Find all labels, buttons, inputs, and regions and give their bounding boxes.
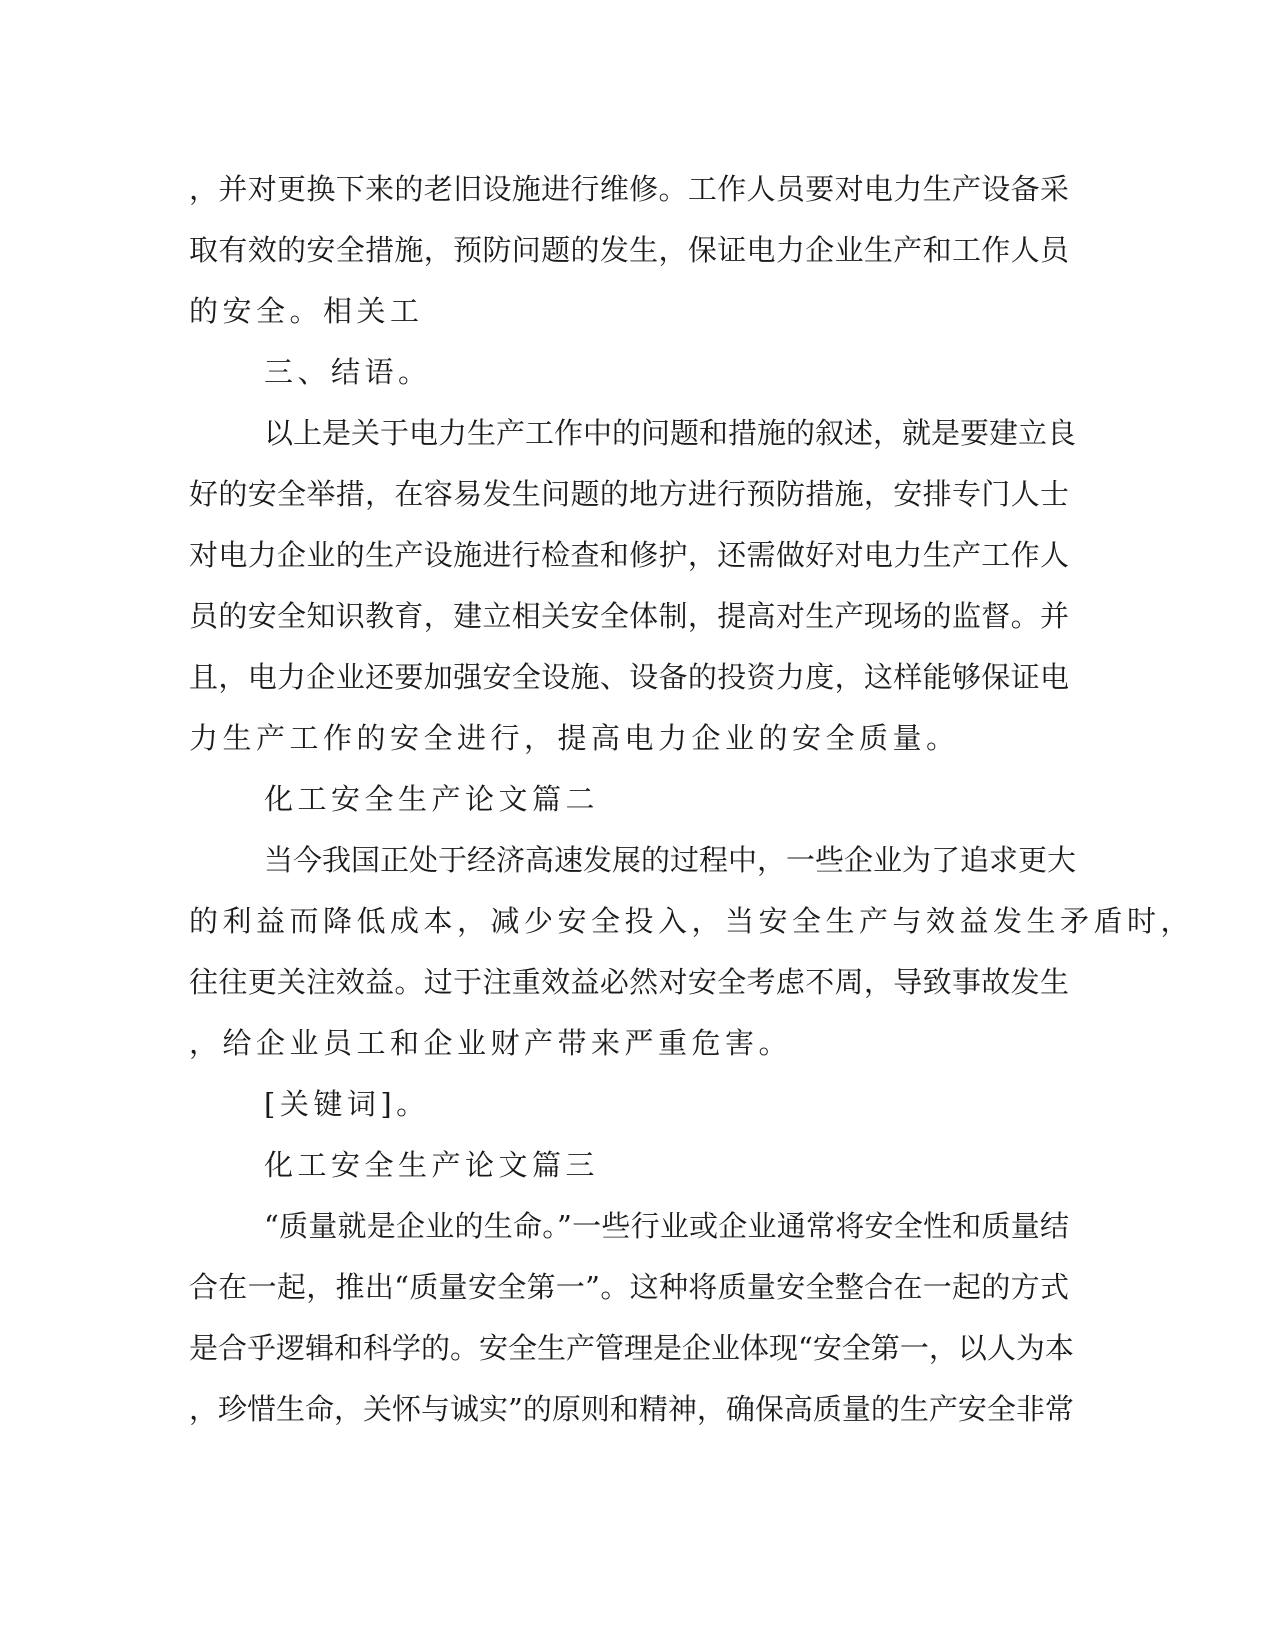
text-line: 取有效的安全措施，预防问题的发生，保证电力企业生产和工作人员 [189,233,1069,267]
text-line: 力生产工作的安全进行，提高电力企业的安全质量。 [189,721,960,755]
text-line: ，给企业员工和企业财产带来严重危害。 [189,1026,793,1060]
text-line: ，珍惜生命，关怀与诚实”的原则和精神，确保高质量的生产安全非常 [189,1392,1074,1426]
text-line: ，并对更换下来的老旧设施进行维修。工作人员要对电力生产设备采 [189,172,1069,206]
keywords-line: [关键词]。 [264,1087,430,1121]
text-line: 对电力企业的生产设施进行检查和修护，还需做好对电力生产工作人 [189,538,1069,572]
text-line: 合在一起，推出“质量安全第一”。这种将质量安全整合在一起的方式 [189,1270,1069,1304]
section-heading: 化工安全生产论文篇二 [264,782,600,816]
text-line: 好的安全举措，在容易发生问题的地方进行预防措施，安排专门人士 [189,477,1069,511]
text-line: 是合乎逻辑和科学的。安全生产管理是企业体现“安全第一，以人为本 [189,1331,1074,1365]
text-line: 且，电力企业还要加强安全设施、设备的投资力度，这样能够保证电 [189,660,1069,694]
text-line: 员的安全知识教育，建立相关安全体制，提高对生产现场的监督。并 [189,599,1069,633]
text-line: 的利益而降低成本，减少安全投入，当安全生产与效益发生矛盾时， [189,904,1195,938]
section-heading: 化工安全生产论文篇三 [264,1148,600,1182]
text-line: “质量就是企业的生命。”一些行业或企业通常将安全性和质量结 [264,1209,1069,1243]
section-heading: 三、结语。 [264,355,432,389]
text-line: 以上是关于电力生产工作中的问题和措施的叙述，就是要建立良 [264,416,1077,450]
text-line: 当今我国正处于经济高速发展的过程中，一些企业为了追求更大 [264,843,1077,877]
document-body [189,159,1195,1440]
text-line: 的安全。相关工 [189,294,424,328]
text-line: 往往更关注效益。过于注重效益必然对安全考虑不周，导致事故发生 [189,965,1069,999]
